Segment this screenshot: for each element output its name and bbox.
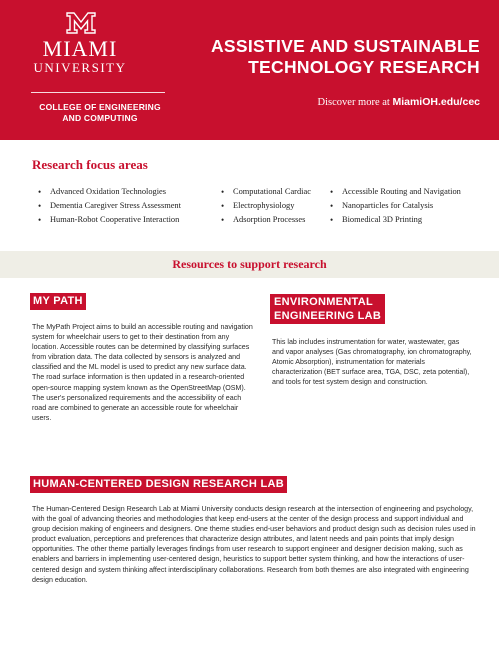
miami-m-logo — [66, 12, 96, 34]
list-item: • Computational Cardiac — [221, 187, 311, 201]
university-wordmark — [30, 38, 130, 74]
focus-areas-heading: Research focus areas — [32, 157, 148, 172]
hcd-lab-description: The Human-Centered Design Research Lab at Miami University conducts design research at the intersection of engineering and psychology, with the goal of advancing theories and methodologies that keep end-users at the center of the design process and support individual and group decision making of engineers and designers. One theme studies end-user behaviors and product design such as decision rules used in product evaluation, perceptions and preferences that characterize design attributes, and latent needs and pain points that imply design opportunities. The other theme partially leverages findings from user research to support engineer and designer decision making, such as enablers and barriers in implementing user-centered design, heuristics to support better system thinking, and how the interactions of user-centered design and system thinking affect interdisciplinary collaborations. Research from both themes are also integrated with engineering design education. — [32, 505, 476, 584]
title-line-1: ASSISTIVE AND SUSTAINABLE — [210, 36, 480, 56]
college-line-1: COLLEGE OF ENGINEERING — [39, 102, 161, 112]
list-item: • Human-Robot Cooperative Interaction — [38, 215, 181, 229]
env-title-line-1: ENVIRONMENTAL — [274, 296, 374, 308]
mypath-title: MY PATH — [30, 293, 86, 310]
college-name — [30, 102, 170, 124]
list-item: • Nanoparticles for Catalysis — [330, 201, 461, 215]
focus-list-column-1 — [38, 187, 181, 229]
logo-divider — [31, 92, 165, 93]
discover-link[interactable]: MiamiOH.edu/cec — [392, 96, 480, 108]
page-title — [180, 36, 480, 78]
list-item: • Adsorption Processes — [221, 215, 311, 229]
header-banner — [0, 0, 499, 140]
discover-text: Discover more at — [317, 97, 393, 108]
wordmark-university: UNIVERSITY — [33, 60, 127, 75]
mypath-description: The MyPath Project aims to build an accessible routing and navigation system for wheelchair users to get to their destination from any location. Accessible routes can be determined by classifying surfaces from vibration data. The data collected by sensors is analyzed and classified and the ML model is used to predict any new surface data. The road surface information is then updated in a research-oriented open-source mapping system known as the OpenStreetMap (OSM). The user's personalized requirements and the accessibility of each road are combined to generate an accessible route for wheelchair users. — [32, 323, 253, 422]
list-item: • Dementia Caregiver Stress Assessment — [38, 201, 181, 215]
discover-more — [200, 96, 480, 108]
environmental-lab-description: This lab includes instrumentation for water, wastewater, gas and vapor analyses (Gas chromatography, ion chromatography, Atomic Absorption), instrumentation for materials characterization (BET surface area, TGA, DSC, zeta potential), and tools for test system design and construction. — [272, 338, 472, 387]
focus-list-column-2 — [221, 187, 311, 229]
hcd-lab-title: HUMAN-CENTERED DESIGN RESEARCH LAB — [30, 476, 287, 493]
wordmark-miami: MIAMI — [42, 36, 118, 61]
list-item: • Electrophysiology — [221, 201, 311, 215]
resources-heading: Resources to support research — [172, 257, 327, 271]
list-item: • Biomedical 3D Printing — [330, 215, 461, 229]
env-title-line-2: ENGINEERING LAB — [274, 310, 382, 322]
focus-list-column-3 — [330, 187, 461, 229]
environmental-lab-title — [270, 294, 385, 324]
title-line-2: TECHNOLOGY RESEARCH — [248, 57, 480, 77]
college-line-2: AND COMPUTING — [62, 113, 138, 123]
list-item: • Accessible Routing and Navigation — [330, 187, 461, 201]
list-item: • Advanced Oxidation Technologies — [38, 187, 181, 201]
